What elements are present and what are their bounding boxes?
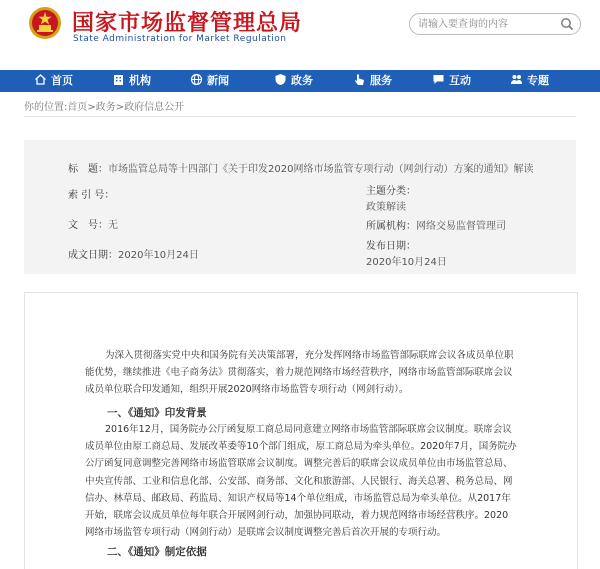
nav-label-services: 服务 (370, 74, 392, 87)
people-icon (510, 73, 523, 86)
nav-item-services[interactable] (353, 70, 392, 92)
breadcrumb-link-gov-info[interactable]: 政府信息公开 (124, 102, 185, 113)
article-paragraph: 为深入贯彻落实党中央和国务院有关决策部署，充分发挥网络市场监管部际联席会议各成员单位职能优势，继续推进《电子商务法》贯彻落实，着力规范网络市场经营秩序，网络市场监管部际联席会议成员单位联合印发通知，组织开展2020网络市场监管专项行动（网剑行动）。 (85, 350, 514, 396)
meta-org-label: 所属机构： (366, 221, 416, 232)
meta-date-row (68, 246, 199, 261)
breadcrumb (24, 98, 184, 113)
search-icon[interactable] (560, 17, 574, 31)
breadcrumb-link-home[interactable]: 首页 (67, 102, 88, 113)
document-metadata (24, 140, 576, 274)
site-title[interactable]: 国家市场监督管理总局 (72, 11, 303, 36)
meta-index-row (68, 186, 114, 201)
meta-index-label: 索 引 号： (68, 190, 115, 201)
meta-org-row (366, 217, 506, 232)
article-paragraph: 2016年12月，国务院办公厅函复原工商总局同意建立网络市场监管部际联席会议制度。联席会议成员单位由原工商总局、发展改革委等10个部门组成，原工商总局为牵头单位。2020年7月，国务院办公厅函复同意调整完善网络市场监管联席会议制度。调整完善后的联席会议成员单位由市场监管总局、中央宣传部、工业和信息化部、公安部、商务部、文化和旅游部、人民银行、海关总署、税务总局、网信办、林草局、邮政局、药监局、知识产权局等14个单位组成，市场监管总局为牵头单位。从2017年开始，联席会议成员单位每年联合开展网剑行动，加强协同联动，着力规范网络市场经营秩序。2020网络市场监管专项行动（网剑行动）是联席会议制度调整完善后首次开展的专项行动。 (85, 424, 517, 539)
article-body (24, 292, 578, 569)
nav-label-interaction: 互动 (449, 74, 471, 87)
shield-icon (274, 73, 287, 86)
article-heading: 二、《通知》制定依据 (107, 546, 207, 558)
breadcrumb-separator: > (115, 102, 125, 113)
nav-item-organization[interactable] (112, 70, 151, 92)
meta-publish-value: 2020年10月24日 (366, 257, 447, 268)
meta-subject-label: 主题分类： (366, 186, 416, 197)
nav-item-news[interactable] (190, 70, 229, 92)
nav-label-topics: 专题 (527, 74, 549, 87)
meta-number-label: 文 号： (68, 220, 108, 231)
meta-number-row (68, 216, 118, 231)
breadcrumb-prefix: 你的位置: (24, 102, 68, 113)
site-header (0, 0, 600, 70)
national-emblem-icon[interactable] (28, 6, 62, 40)
nav-item-interaction[interactable] (432, 70, 471, 92)
nav-label-organization: 机构 (129, 74, 151, 87)
main-nav (0, 70, 600, 92)
nav-label-news: 新闻 (207, 74, 229, 87)
nav-label-home: 首页 (51, 74, 73, 87)
meta-date-value: 2020年10月24日 (118, 250, 199, 261)
pointer-icon (353, 73, 366, 86)
search-input[interactable] (418, 16, 558, 32)
nav-label-affairs: 政务 (291, 74, 313, 87)
meta-org-value: 网络交易监督管理司 (416, 221, 506, 232)
breadcrumb-separator: > (87, 102, 96, 113)
globe-icon (190, 73, 203, 86)
chat-icon (432, 73, 445, 86)
site-subtitle: State Administration for Market Regulation (73, 34, 287, 44)
meta-date-label: 成文日期： (68, 250, 118, 261)
breadcrumb-link-affairs[interactable]: 政务 (95, 102, 116, 113)
meta-number-value: 无 (108, 220, 118, 231)
home-icon (34, 73, 47, 86)
nav-item-affairs[interactable] (274, 70, 313, 92)
breadcrumb-divider (24, 116, 576, 117)
meta-publish-label: 发布日期： (366, 241, 416, 252)
building-icon (112, 73, 125, 86)
meta-title-label: 标 题： (68, 164, 108, 175)
nav-item-topics[interactable] (510, 70, 549, 92)
nav-item-home[interactable] (34, 70, 73, 92)
search-box (409, 13, 581, 35)
meta-subject-value: 政策解读 (366, 202, 406, 213)
article-heading: 一、《通知》印发背景 (107, 407, 207, 419)
meta-title-value: 市场监管总局等十四部门《关于印发2020网络市场监管专项行动（网剑行动）方案的通知》解读 (108, 164, 534, 175)
meta-title-row (68, 160, 533, 175)
